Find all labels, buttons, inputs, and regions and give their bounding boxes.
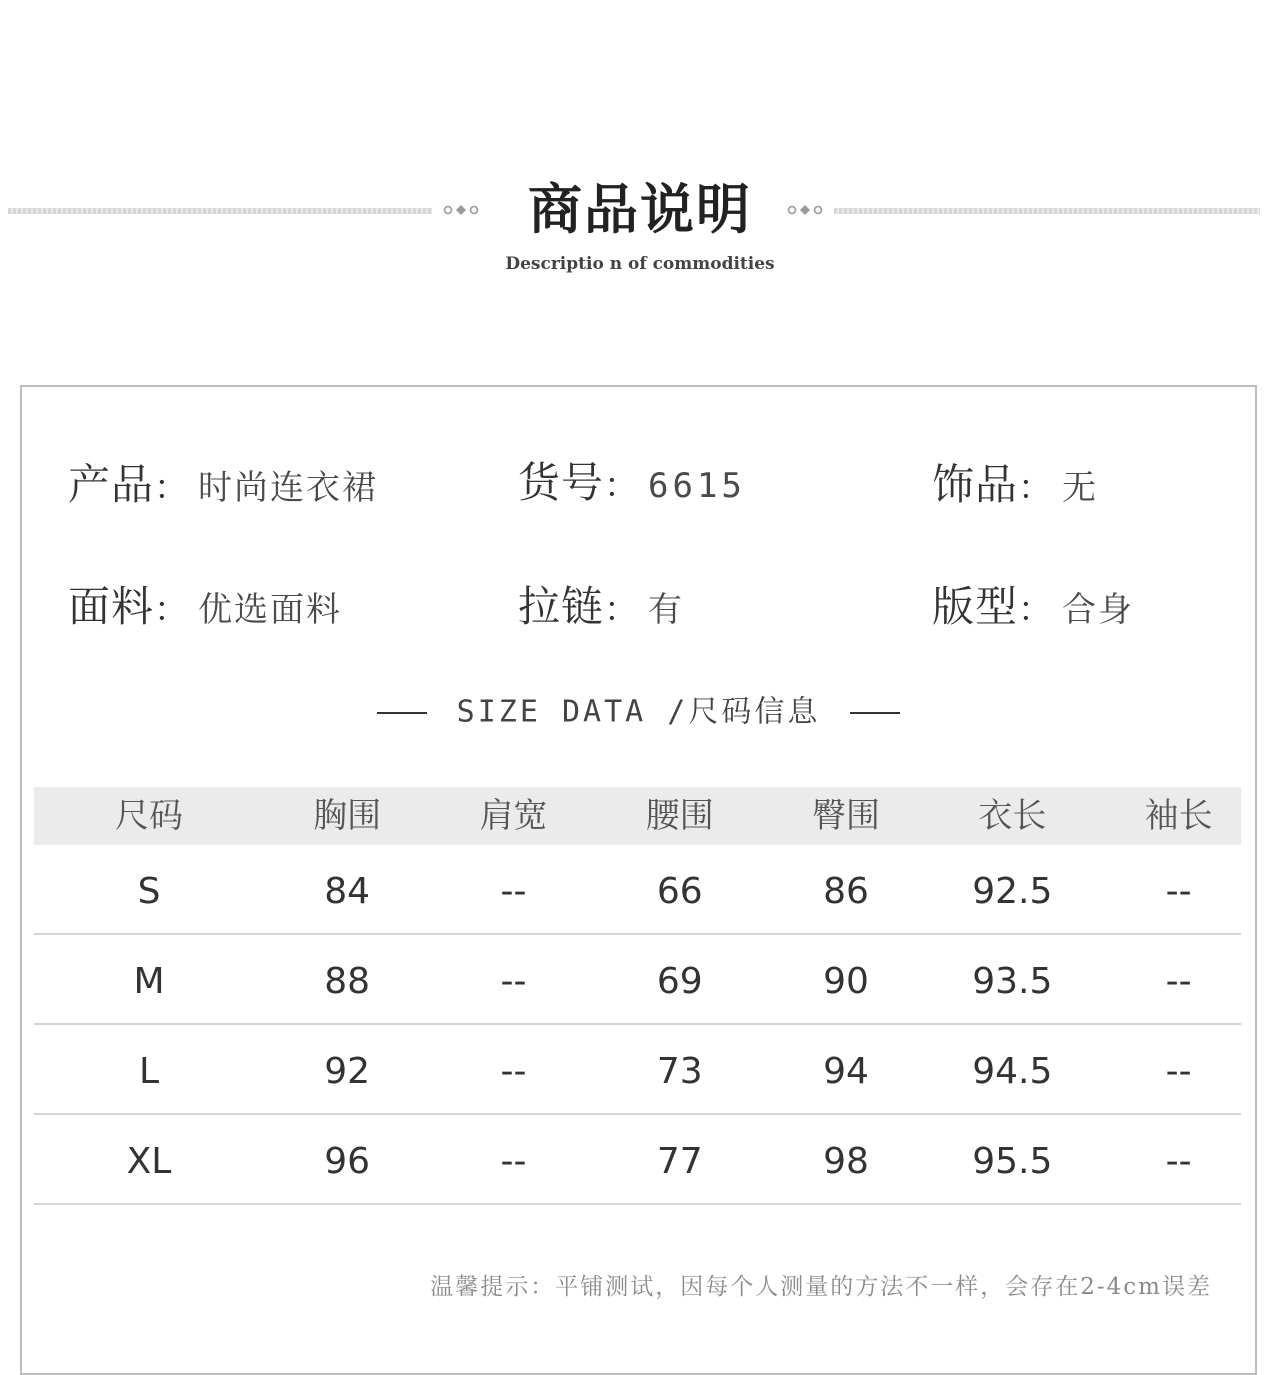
attribute-colon: ： <box>604 590 639 630</box>
column-header-shoulder: 肩宽 <box>479 796 548 836</box>
table-cell: -- <box>1165 961 1192 1002</box>
table-cell: -- <box>1165 1051 1192 1092</box>
table-cell: S <box>137 871 161 912</box>
column-header-waist: 腰围 <box>645 796 714 836</box>
table-cell: -- <box>500 1141 527 1182</box>
table-row <box>34 845 1241 935</box>
table-header-row <box>34 787 1241 845</box>
table-cell: -- <box>500 961 527 1002</box>
table-row <box>34 1115 1241 1205</box>
table-cell: 86 <box>823 871 869 912</box>
header-rule-right <box>834 208 1260 214</box>
column-header-bust: 胸围 <box>313 796 382 836</box>
table-cell: -- <box>500 871 527 912</box>
attribute-item-number <box>518 453 746 513</box>
attribute-fabric <box>68 577 342 637</box>
attribute-accessories <box>932 455 1098 515</box>
table-cell: L <box>138 1051 160 1092</box>
table-cell: 95.5 <box>972 1141 1053 1182</box>
attribute-colon: ： <box>154 468 189 508</box>
table-row <box>34 1025 1241 1115</box>
size-data-title: SIZE DATA /尺码信息 <box>456 694 821 730</box>
attribute-zipper <box>518 577 684 637</box>
attribute-value: 优选面料 <box>198 590 343 630</box>
table-cell: 96 <box>324 1141 371 1182</box>
attribute-colon: ： <box>1018 590 1053 630</box>
table-cell: 88 <box>324 961 371 1002</box>
attribute-fit <box>932 577 1134 637</box>
size-table <box>34 787 1241 1205</box>
attribute-label: 货号 <box>518 458 605 507</box>
attribute-label: 拉链 <box>518 582 605 631</box>
attribute-label: 产品 <box>68 460 155 509</box>
table-cell: 66 <box>656 871 703 912</box>
attribute-value: 6615 <box>648 466 746 506</box>
table-row <box>34 935 1241 1025</box>
page-title: 商品说明 <box>528 178 752 241</box>
table-cell: XL <box>126 1141 172 1182</box>
heading-dash-left <box>377 712 427 714</box>
table-cell: 93.5 <box>972 961 1053 1002</box>
table-cell: -- <box>500 1051 527 1092</box>
table-cell: 92.5 <box>972 871 1053 912</box>
header-rule-left <box>8 208 432 214</box>
attribute-value: 有 <box>648 590 685 630</box>
column-header-size: 尺码 <box>115 796 183 836</box>
table-cell: 92 <box>324 1051 371 1092</box>
column-header-length: 衣长 <box>978 796 1047 836</box>
table-cell: 73 <box>656 1051 703 1092</box>
attribute-colon: ： <box>154 590 189 630</box>
table-cell: 98 <box>823 1141 869 1182</box>
table-cell: 77 <box>656 1141 703 1182</box>
size-data-heading <box>22 687 1255 737</box>
page-subtitle: Descriptio n of commodities <box>505 254 775 274</box>
attribute-value: 合身 <box>1062 590 1135 630</box>
section-header <box>0 170 1280 290</box>
table-cell: -- <box>1165 1141 1192 1182</box>
table-cell: 94 <box>823 1051 869 1092</box>
attribute-value: 时尚连衣裙 <box>198 468 379 508</box>
attribute-label: 饰品 <box>932 460 1019 509</box>
attribute-colon: ： <box>604 466 639 506</box>
attribute-label: 面料 <box>68 582 155 631</box>
table-cell: M <box>133 961 165 1002</box>
table-cell: 94.5 <box>972 1051 1053 1092</box>
attribute-colon: ： <box>1018 468 1053 508</box>
heading-dash-right <box>850 712 900 714</box>
table-cell: -- <box>1165 871 1192 912</box>
diamond-ornament-icon <box>785 200 825 220</box>
column-header-sleeve: 袖长 <box>1144 796 1213 836</box>
table-cell: 90 <box>823 961 869 1002</box>
column-header-hip: 臀围 <box>812 796 881 836</box>
attribute-value: 无 <box>1062 468 1099 508</box>
product-info-card <box>20 385 1257 1375</box>
attribute-product <box>68 455 378 515</box>
attribute-label: 版型 <box>932 582 1019 631</box>
table-cell: 84 <box>324 871 371 912</box>
table-cell: 69 <box>656 961 703 1002</box>
measurement-note: 温馨提示：平铺测试，因每个人测量的方法不一样，会存在2-4cm误差 <box>430 1274 1212 1300</box>
